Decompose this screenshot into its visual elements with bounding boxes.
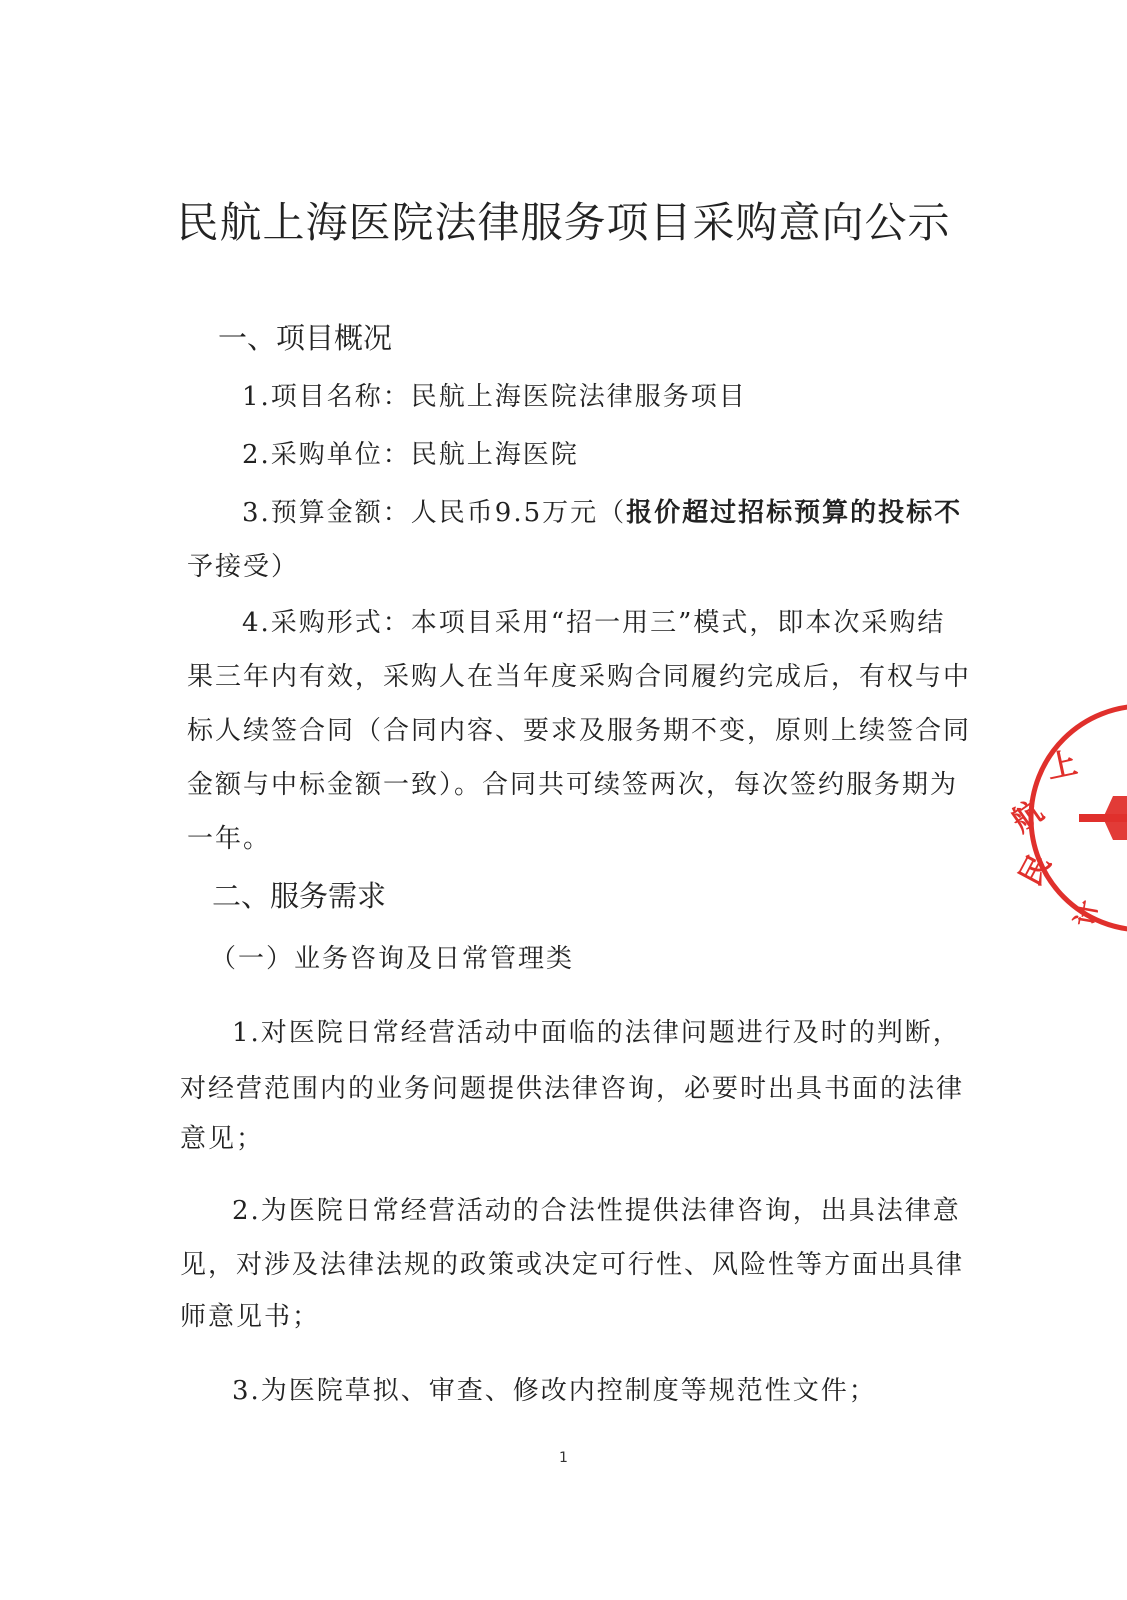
requirement-1-line-2: 对经营范围内的业务问题提供法律咨询，必要时出具书面的法律 bbox=[180, 1074, 965, 1104]
seal-char-3: 上 bbox=[1043, 745, 1081, 787]
procurement-form-line-5: 一年。 bbox=[187, 824, 272, 854]
budget-note-bold: 报价超过招标预算的投标不 bbox=[626, 498, 963, 528]
budget-line bbox=[242, 492, 962, 529]
official-seal-stamp bbox=[1003, 700, 1127, 940]
procurement-form-line-4: 金额与中标金额一致）。合同共可续签两次，每次签约服务期为 bbox=[187, 770, 959, 800]
subsection-heading-consulting: （一）业务咨询及日常管理类 bbox=[210, 944, 575, 974]
seal-char-1: 民 bbox=[1013, 848, 1059, 892]
requirement-1-line-3: 意见； bbox=[180, 1124, 265, 1154]
section-heading-overview: 一、项目概况 bbox=[218, 321, 393, 355]
requirement-3-line: 3.为医院草拟、审查、修改内控制度等规范性文件； bbox=[232, 1376, 877, 1406]
section-heading-requirements: 二、服务需求 bbox=[212, 879, 387, 913]
purchaser-line: 2.采购单位：民航上海医院 bbox=[242, 440, 579, 470]
procurement-form-line-1: 4.采购形式：本项目采用“招一用三”模式，即本次采购结 bbox=[242, 608, 946, 638]
seal-char-4: 计 bbox=[1070, 897, 1105, 929]
requirement-1-line-1: 1.对医院日常经营活动中面临的法律问题进行及时的判断， bbox=[232, 1018, 961, 1048]
budget-line-continued: 予接受） bbox=[187, 552, 300, 582]
procurement-form-line-2: 果三年内有效，采购人在当年度采购合同履约完成后，有权与中 bbox=[187, 662, 972, 692]
document-title: 民航上海医院法律服务项目采购意向公示 bbox=[176, 198, 951, 247]
seal-star-icon bbox=[1079, 796, 1127, 840]
requirement-2-line-1: 2.为医院日常经营活动的合法性提供法律咨询，出具法律意 bbox=[232, 1196, 961, 1226]
project-name-line: 1.项目名称：民航上海医院法律服务项目 bbox=[242, 382, 747, 412]
page-number: 1 bbox=[559, 1450, 568, 1466]
procurement-form-line-3: 标人续签合同（合同内容、要求及服务期不变，原则上续签合同 bbox=[187, 716, 972, 746]
seal-char-2: 航 bbox=[1005, 793, 1051, 840]
budget-text: 3.预算金额：人民币9.5万元（ bbox=[242, 498, 627, 528]
requirement-2-line-2: 见，对涉及法律法规的政策或决定可行性、风险性等方面出具律 bbox=[180, 1250, 965, 1280]
requirement-2-line-3: 师意见书； bbox=[180, 1302, 321, 1332]
